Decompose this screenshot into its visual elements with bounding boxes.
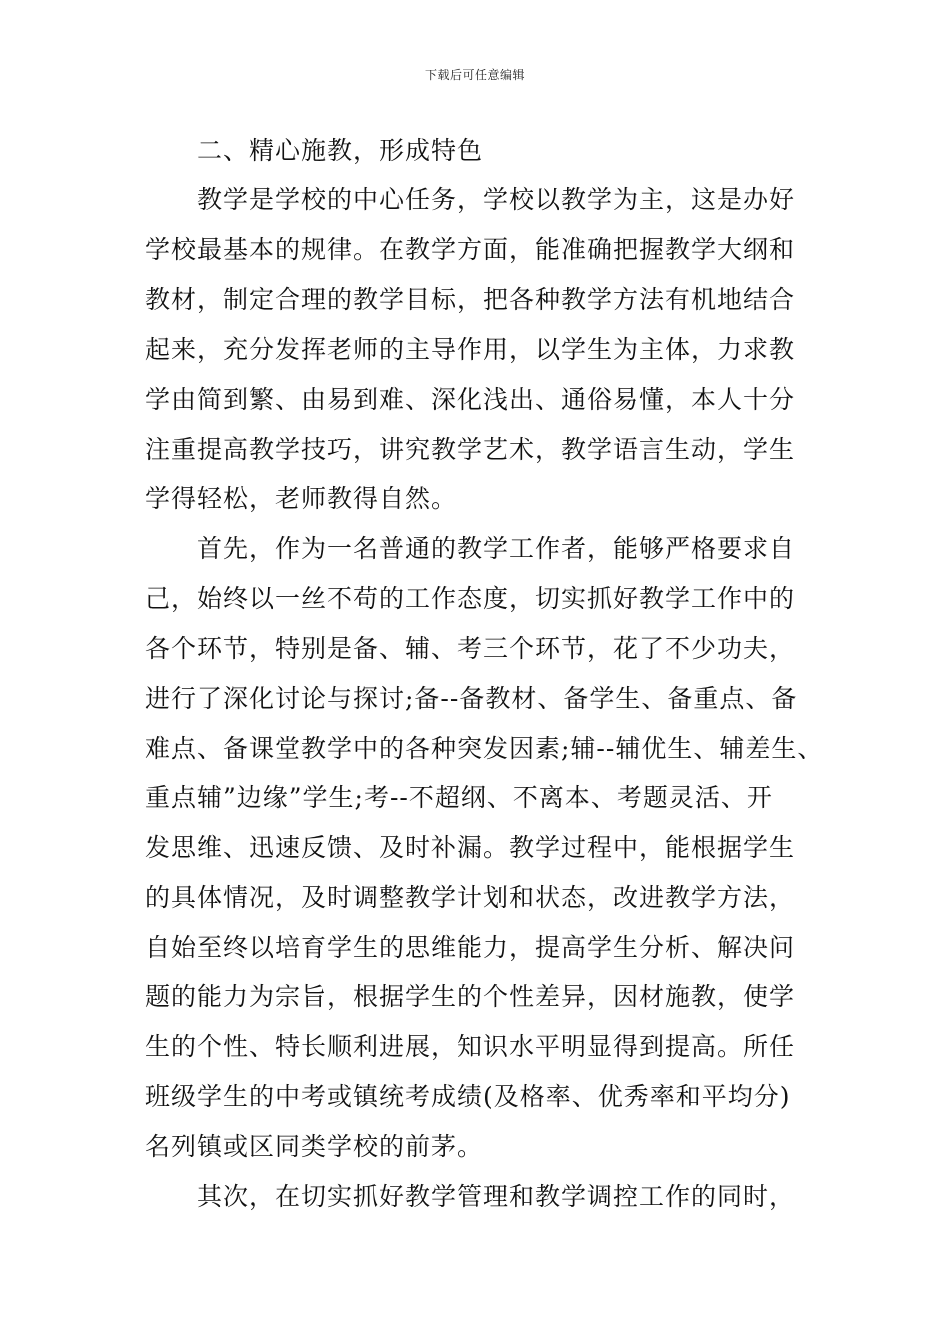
text-line: 教材，制定合理的教学目标，把各种教学方法有机地结合	[145, 285, 796, 314]
text-line: 生的个性、特长顺利进展，知识水平明显得到提高。所任	[145, 1032, 796, 1061]
text-line: 名列镇或区同类学校的前茅。	[145, 1132, 484, 1161]
text-line: 的具体情况，及时调整教学计划和状态，改进教学方法，	[145, 883, 796, 912]
text-line: 注重提高教学技巧，讲究教学艺术，教学语言生动，学生	[145, 435, 796, 464]
section-heading: 二、精心施教，形成特色	[197, 136, 484, 165]
page-header: 下载后可任意编辑	[424, 68, 525, 82]
text-line: 学得轻松，老师教得自然。	[145, 484, 458, 513]
text-line: 发思维、迅速反馈、及时补漏。教学过程中，能根据学生	[145, 833, 796, 862]
text-line: 难点、备课堂教学中的各种突发因素;辅--辅优生、辅差生、	[145, 734, 824, 763]
text-line: 首先，作为一名普通的教学工作者，能够严格要求自	[197, 534, 796, 563]
text-line: 各个环节，特别是备、辅、考三个环节，花了不少功夫，	[145, 634, 796, 663]
text-line: 己，始终以一丝不苟的工作态度，切实抓好教学工作中的	[145, 584, 796, 613]
text-line: 进行了深化讨论与探讨;备--备教材、备学生、备重点、备	[145, 684, 798, 713]
text-line: 班级学生的中考或镇统考成绩(及格率、优秀率和平均分)	[145, 1082, 791, 1111]
text-line: 起来，充分发挥老师的主导作用，以学生为主体，力求教	[145, 335, 796, 364]
text-line: 其次，在切实抓好教学管理和教学调控工作的同时，	[197, 1182, 796, 1211]
text-line: 自始至终以培育学生的思维能力，提高学生分析、解决问	[145, 933, 796, 962]
text-line: 教学是学校的中心任务，学校以教学为主，这是办好	[197, 185, 796, 214]
text-line: 学由简到繁、由易到难、深化浅出、通俗易懂，本人十分	[145, 385, 796, 414]
text-line: 题的能力为宗旨，根据学生的个性差异，因材施教，使学	[145, 982, 796, 1011]
text-line: 学校最基本的规律。在教学方面，能准确把握教学大纲和	[145, 235, 796, 264]
text-line: 重点辅”边缘”学生;考--不超纲、不离本、考题灵活、开	[145, 783, 773, 812]
